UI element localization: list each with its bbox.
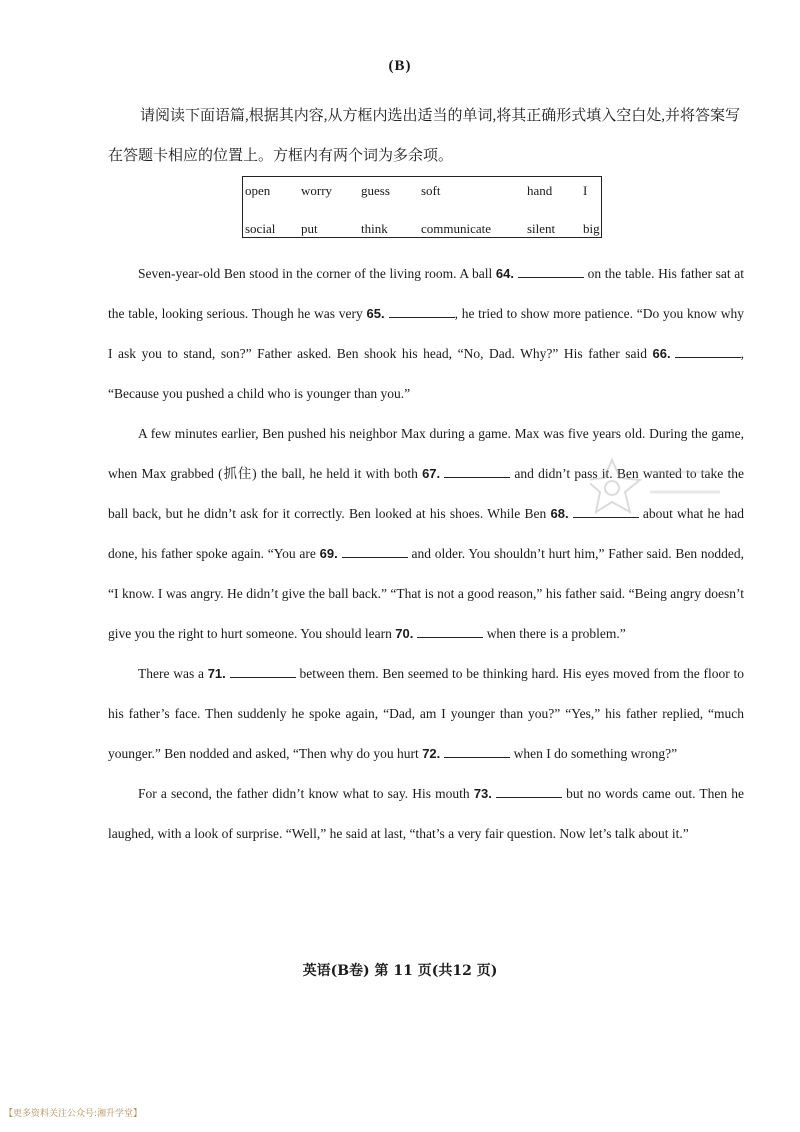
word-option: soft <box>421 183 441 198</box>
blank-65[interactable] <box>366 306 454 321</box>
answer-line <box>496 796 562 798</box>
word-option: big <box>583 221 600 236</box>
answer-line <box>444 756 510 758</box>
passage-text: but no words came out. Then he laughed, with a look of surprise. “Well,” he said at last, “that’s a very fair question. Now let’s talk about it.” <box>108 786 745 841</box>
passage-text: , “Because you pushed a child who is younger than you.” <box>108 346 744 401</box>
blank-64[interactable] <box>496 266 584 281</box>
word-option: communicate <box>421 221 492 236</box>
answer-line <box>444 476 510 478</box>
word-option: worry <box>301 183 333 198</box>
answer-line <box>518 276 584 278</box>
word-option: I <box>583 183 588 198</box>
paragraph-2 <box>108 414 744 654</box>
blank-number: 73. <box>473 786 492 801</box>
passage-text: about what he had done, his father spoke again. “You are <box>108 506 745 561</box>
section-title: (B) <box>388 58 412 74</box>
blank-number: 72. <box>422 746 441 761</box>
passage-text: Seven-year-old Ben stood in the corner of the living room. A ball <box>138 266 493 281</box>
answer-line <box>417 636 483 638</box>
passage-text: , he tried to show more patience. “Do you know why I ask you to stand, son?” Father asked. Ben shook his head, “No, Dad. Why?” His father said <box>108 306 745 361</box>
word-option: guess <box>361 183 390 198</box>
blank-68[interactable] <box>551 506 639 521</box>
answer-line <box>675 356 741 358</box>
blank-number: 65. <box>366 306 385 321</box>
word-box-row-2 <box>243 221 601 241</box>
instructions: 请阅读下面语篇,根据其内容,从方框内选出适当的单词,将其正确形式填入空白处,并将答案写在答题卡相应的位置上。方框内有两个词为多余项。 <box>108 108 741 164</box>
blank-number: 69. <box>319 546 338 561</box>
blank-71[interactable] <box>208 666 296 681</box>
passage <box>108 254 744 854</box>
blank-number: 71. <box>207 666 226 681</box>
word-option: social <box>245 221 276 236</box>
paragraph-1 <box>108 254 744 414</box>
answer-line <box>230 676 296 678</box>
page-footer: 英语(B卷) 第 11 页(共12 页) <box>302 963 498 979</box>
word-box-row-1 <box>243 183 601 203</box>
blank-number: 66. <box>652 346 671 361</box>
side-note: 【更多资料关注公众号:湘升学堂】 <box>4 1109 143 1119</box>
word-option: hand <box>527 183 553 198</box>
blank-number: 64. <box>495 266 514 281</box>
paragraph-4 <box>108 774 744 854</box>
paragraph-3 <box>108 654 744 774</box>
passage-text: and didn’t pass it. Ben wanted to take the ball back, but he didn’t ask for it correctly. Ben looked at his shoes. While Ben <box>108 466 745 521</box>
passage-text: There was a <box>138 666 204 681</box>
blank-number: 70. <box>395 626 414 641</box>
word-option: put <box>301 221 318 236</box>
blank-72[interactable] <box>422 746 510 761</box>
word-option: silent <box>527 221 556 236</box>
blank-67[interactable] <box>422 466 510 481</box>
word-option: think <box>361 221 388 236</box>
passage-text: For a second, the father didn’t know what to say. His mouth <box>138 786 470 801</box>
blank-70[interactable] <box>395 626 483 641</box>
passage-text: and older. You shouldn’t hurt him,” Father said. Ben nodded, “I know. I was angry. He didn’t give the ball back.” “That is not a good reason,” his father said. “Being angry doesn’t give you the right to hurt someone. You should learn <box>108 546 744 641</box>
blank-73[interactable] <box>474 786 562 801</box>
passage-text: between them. Ben seemed to be thinking hard. His eyes moved from the floor to his father’s face. Then suddenly he spoke again, “Dad, am I younger than you?” “Yes,” his father replied, “much younger.” Ben nodded and asked, “Then why do you hurt <box>108 666 745 761</box>
passage-text: when there is a problem.” <box>486 626 626 641</box>
passage-text: when I do something wrong?” <box>513 746 678 761</box>
blank-number: 67. <box>422 466 441 481</box>
blank-66[interactable] <box>653 346 741 361</box>
word-option: open <box>245 183 271 198</box>
answer-line <box>389 316 455 318</box>
passage-text: on the table. His father sat at the table, looking serious. Though he was very <box>108 266 745 321</box>
answer-line <box>573 516 639 518</box>
word-box <box>242 176 602 238</box>
blank-number: 68. <box>550 506 569 521</box>
passage-text: A few minutes earlier, Ben pushed his neighbor Max during a game. Max was five years old. During the game, when Max grabbed (抓住) the ball, he held it with both <box>108 426 744 481</box>
answer-line <box>342 556 408 558</box>
blank-69[interactable] <box>320 546 408 561</box>
